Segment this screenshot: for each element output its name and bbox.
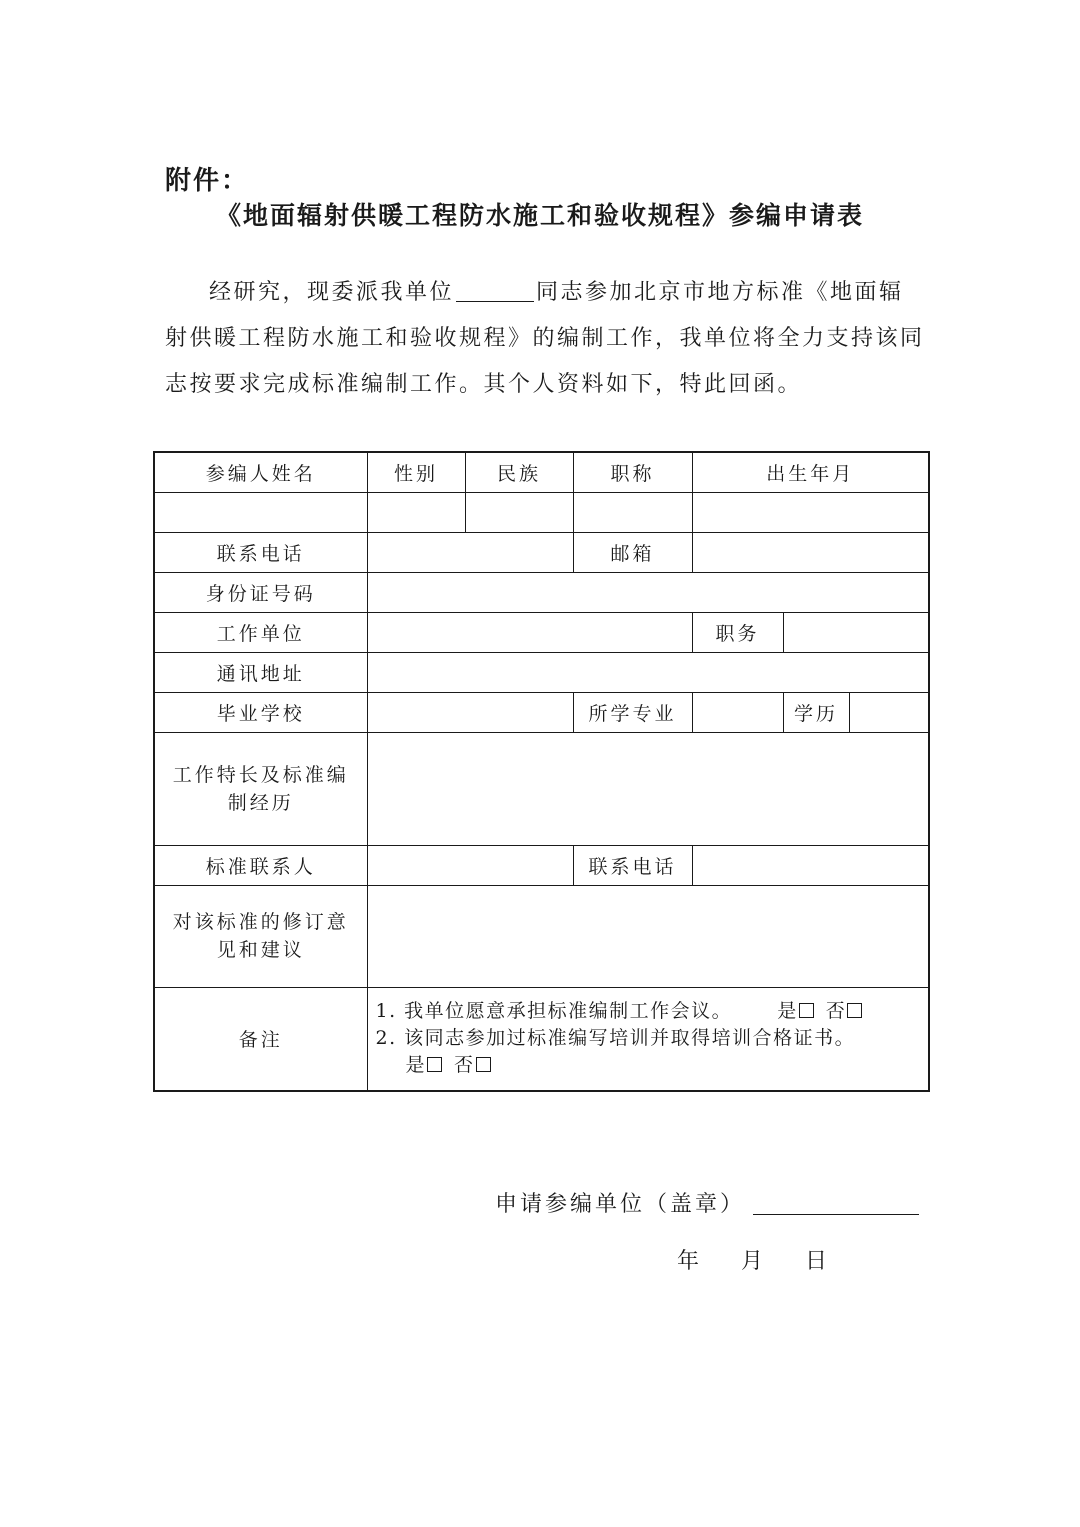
- address-value-cell[interactable]: [367, 652, 929, 692]
- date-line: [677, 1244, 827, 1275]
- expertise-value-cell[interactable]: [367, 732, 929, 845]
- employer-value-cell[interactable]: [367, 612, 692, 652]
- remark-item-2: [376, 1025, 921, 1052]
- email-label: 邮箱: [573, 532, 692, 572]
- school-label: 毕业学校: [154, 692, 367, 732]
- remark-2-yes-label: 是: [405, 1054, 427, 1077]
- std-contact-value-cell[interactable]: [367, 845, 573, 885]
- phone-label: 联系电话: [154, 532, 367, 572]
- contact-phone-label: 联系电话: [573, 845, 692, 885]
- intro-text-after: 同志参加北京市地方标准《地面辐射供暖工程防水施工和验收规程》的编制工作，我单位将全力支持该同志按要求完成标准编制工作。其个人资料如下，特此回函。: [165, 280, 925, 397]
- major-label: 所学专业: [573, 692, 692, 732]
- table-row: [154, 845, 929, 885]
- table-row: [154, 987, 929, 1091]
- remark-item-1: [376, 998, 921, 1025]
- remark-2-text: 2. 该同志参加过标准编写培训并取得培训合格证书。: [375, 1027, 856, 1050]
- table-row: [154, 572, 929, 612]
- position-label: 职务: [692, 612, 783, 652]
- page-title: 《地面辐射供暖工程防水施工和验收规程》参编申请表: [215, 201, 864, 230]
- signature-blank[interactable]: [753, 1190, 919, 1215]
- ethnicity-label: 民族: [465, 452, 573, 492]
- expertise-label: [154, 732, 367, 845]
- expertise-label-line1: 工作特长及标准编: [172, 763, 349, 786]
- date-month: 月: [741, 1249, 764, 1274]
- table-row: [154, 885, 929, 987]
- remark-2-no-checkbox[interactable]: [476, 1057, 491, 1072]
- table-row: [154, 492, 929, 532]
- birth-date-label: 出生年月: [692, 452, 929, 492]
- std-contact-label: 标准联系人: [154, 845, 367, 885]
- address-label: 通讯地址: [154, 652, 367, 692]
- revision-label-line1: 对该标准的修订意: [172, 911, 349, 933]
- signature-label: 申请参编单位（盖章）: [495, 1192, 746, 1217]
- contact-phone-value-cell[interactable]: [692, 845, 929, 885]
- remarks-label: 备注: [154, 987, 367, 1091]
- email-value-cell[interactable]: [692, 532, 929, 572]
- position-value-cell[interactable]: [783, 612, 929, 652]
- school-value-cell[interactable]: [367, 692, 573, 732]
- remark-1-no-label: 否: [825, 1000, 847, 1023]
- phone-value-cell[interactable]: [367, 532, 573, 572]
- name-label: 参编人姓名: [154, 452, 367, 492]
- table-row: [154, 732, 929, 845]
- revision-value-cell[interactable]: [367, 885, 929, 987]
- gender-label: 性别: [367, 452, 465, 492]
- major-value-cell[interactable]: [692, 692, 783, 732]
- ethnicity-value-cell[interactable]: [465, 492, 573, 532]
- signature-block: [495, 1187, 919, 1218]
- remark-2-no-label: 否: [454, 1054, 475, 1077]
- birth-date-value-cell[interactable]: [692, 492, 929, 532]
- table-row: [154, 612, 929, 652]
- employer-label: 工作单位: [154, 612, 367, 652]
- name-value-cell[interactable]: [154, 492, 367, 532]
- revision-label: [154, 885, 367, 987]
- job-title-label: 职称: [573, 452, 692, 492]
- intro-paragraph: [165, 270, 925, 408]
- education-value-cell[interactable]: [849, 692, 929, 732]
- job-title-value-cell[interactable]: [573, 492, 692, 532]
- gender-value-cell[interactable]: [367, 492, 465, 532]
- remark-1-text: 1. 我单位愿意承担标准编制工作会议。: [375, 1000, 733, 1023]
- education-label: 学历: [783, 692, 849, 732]
- expertise-label-line2: 制经历: [227, 791, 294, 814]
- remark-2-yes-checkbox[interactable]: [427, 1057, 442, 1072]
- id-number-value-cell[interactable]: [367, 572, 929, 612]
- id-number-label: 身份证号码: [154, 572, 367, 612]
- table-row: [154, 692, 929, 732]
- table-row: [154, 652, 929, 692]
- table-row: [154, 452, 929, 492]
- application-form-table: [153, 451, 930, 1092]
- intro-text-before: 经研究，现委派我单位: [209, 280, 455, 305]
- remarks-content: [367, 987, 929, 1091]
- table-row: [154, 532, 929, 572]
- remark-1-yes-checkbox[interactable]: [799, 1003, 814, 1018]
- remark-1-yes-label: 是: [777, 1000, 798, 1023]
- attachment-label: 附件：: [165, 166, 250, 196]
- delegate-name-blank[interactable]: [456, 279, 534, 302]
- revision-label-line2: 见和建议: [216, 939, 305, 961]
- date-day: 日: [805, 1249, 828, 1274]
- date-year: 年: [677, 1249, 700, 1274]
- remark-item-2-options: [376, 1052, 921, 1079]
- remark-1-no-checkbox[interactable]: [847, 1003, 862, 1018]
